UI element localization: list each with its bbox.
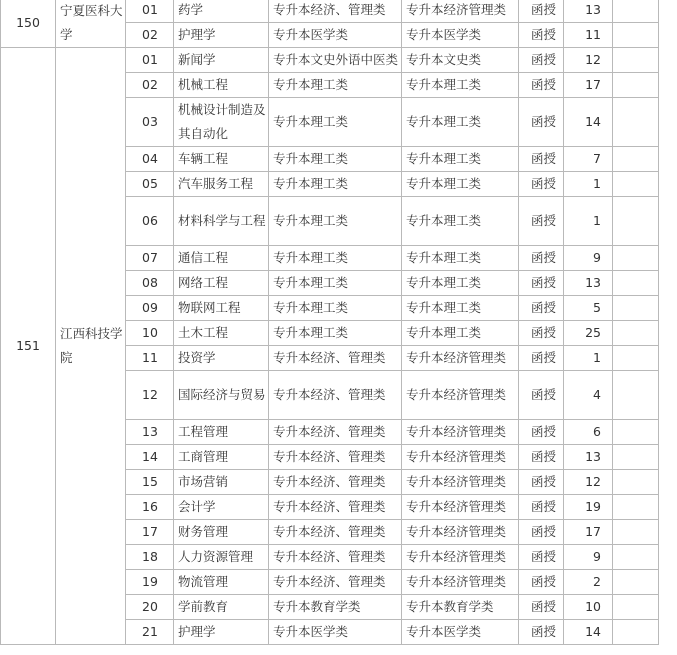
enrollment-count: 17 bbox=[564, 520, 613, 545]
major-code: 12 bbox=[126, 371, 174, 420]
enrollment-count: 9 bbox=[564, 246, 613, 271]
exam-subject-group: 专升本理工类 bbox=[402, 321, 519, 346]
major-code: 18 bbox=[126, 545, 174, 570]
study-mode: 函授 bbox=[519, 296, 564, 321]
exam-subject-group: 专升本经济管理类 bbox=[402, 371, 519, 420]
exam-subject-group: 专升本理工类 bbox=[402, 271, 519, 296]
major-name: 会计学 bbox=[174, 495, 269, 520]
exam-subject-group: 专升本经济管理类 bbox=[402, 470, 519, 495]
blank-cell bbox=[613, 371, 659, 420]
exam-subject-group: 专升本经济管理类 bbox=[402, 346, 519, 371]
major-name: 财务管理 bbox=[174, 520, 269, 545]
major-name: 国际经济与贸易 bbox=[174, 371, 269, 420]
study-mode: 函授 bbox=[519, 197, 564, 246]
major-code: 11 bbox=[126, 346, 174, 371]
blank-cell bbox=[613, 445, 659, 470]
enrollment-count: 14 bbox=[564, 98, 613, 147]
major-name: 机械设计制造及其自动化 bbox=[174, 98, 269, 147]
major-code: 13 bbox=[126, 420, 174, 445]
major-code: 04 bbox=[126, 147, 174, 172]
major-code: 09 bbox=[126, 296, 174, 321]
study-mode: 函授 bbox=[519, 98, 564, 147]
exam-subject-group: 专升本经济管理类 bbox=[402, 570, 519, 595]
blank-cell bbox=[613, 271, 659, 296]
major-code: 14 bbox=[126, 445, 174, 470]
major-code: 02 bbox=[126, 73, 174, 98]
exam-category: 专升本理工类 bbox=[269, 197, 402, 246]
blank-cell bbox=[613, 321, 659, 346]
major-name: 人力资源管理 bbox=[174, 545, 269, 570]
blank-cell bbox=[613, 520, 659, 545]
exam-subject-group: 专升本经济管理类 bbox=[402, 445, 519, 470]
major-name: 车辆工程 bbox=[174, 147, 269, 172]
exam-category: 专升本理工类 bbox=[269, 271, 402, 296]
major-code: 03 bbox=[126, 98, 174, 147]
school-id: 151 bbox=[1, 48, 56, 645]
study-mode: 函授 bbox=[519, 470, 564, 495]
exam-category: 专升本经济、管理类 bbox=[269, 0, 402, 23]
study-mode: 函授 bbox=[519, 371, 564, 420]
major-name: 机械工程 bbox=[174, 73, 269, 98]
major-name: 物联网工程 bbox=[174, 296, 269, 321]
blank-cell bbox=[613, 0, 659, 23]
exam-subject-group: 专升本医学类 bbox=[402, 23, 519, 48]
table-body bbox=[1, 0, 659, 645]
exam-subject-group: 专升本医学类 bbox=[402, 620, 519, 645]
enrollment-count: 1 bbox=[564, 172, 613, 197]
major-name: 新闻学 bbox=[174, 48, 269, 73]
exam-subject-group: 专升本经济管理类 bbox=[402, 420, 519, 445]
enrollment-count: 12 bbox=[564, 48, 613, 73]
exam-subject-group: 专升本经济管理类 bbox=[402, 520, 519, 545]
school-name: 江西科技学院 bbox=[56, 48, 126, 645]
study-mode: 函授 bbox=[519, 271, 564, 296]
major-code: 21 bbox=[126, 620, 174, 645]
enrollment-count: 13 bbox=[564, 0, 613, 23]
study-mode: 函授 bbox=[519, 620, 564, 645]
major-name: 材料科学与工程 bbox=[174, 197, 269, 246]
enrollment-count: 4 bbox=[564, 371, 613, 420]
major-name: 工程管理 bbox=[174, 420, 269, 445]
blank-cell bbox=[613, 495, 659, 520]
enrollment-count: 13 bbox=[564, 445, 613, 470]
enrollment-count: 9 bbox=[564, 545, 613, 570]
exam-category: 专升本经济、管理类 bbox=[269, 470, 402, 495]
exam-subject-group: 专升本理工类 bbox=[402, 172, 519, 197]
exam-category: 专升本理工类 bbox=[269, 321, 402, 346]
school-id: 150 bbox=[1, 0, 56, 48]
enrollment-count: 11 bbox=[564, 23, 613, 48]
major-name: 市场营销 bbox=[174, 470, 269, 495]
exam-subject-group: 专升本理工类 bbox=[402, 296, 519, 321]
exam-subject-group: 专升本理工类 bbox=[402, 147, 519, 172]
blank-cell bbox=[613, 48, 659, 73]
exam-category: 专升本经济、管理类 bbox=[269, 420, 402, 445]
major-code: 15 bbox=[126, 470, 174, 495]
blank-cell bbox=[613, 246, 659, 271]
exam-subject-group: 专升本理工类 bbox=[402, 197, 519, 246]
blank-cell bbox=[613, 147, 659, 172]
exam-category: 专升本医学类 bbox=[269, 23, 402, 48]
major-name: 物流管理 bbox=[174, 570, 269, 595]
major-name: 投资学 bbox=[174, 346, 269, 371]
study-mode: 函授 bbox=[519, 570, 564, 595]
exam-category: 专升本经济、管理类 bbox=[269, 520, 402, 545]
major-name: 汽车服务工程 bbox=[174, 172, 269, 197]
study-mode: 函授 bbox=[519, 445, 564, 470]
enrollment-count: 5 bbox=[564, 296, 613, 321]
major-code: 08 bbox=[126, 271, 174, 296]
exam-category: 专升本经济、管理类 bbox=[269, 495, 402, 520]
study-mode: 函授 bbox=[519, 246, 564, 271]
major-name: 网络工程 bbox=[174, 271, 269, 296]
major-code: 02 bbox=[126, 23, 174, 48]
enrollment-count: 25 bbox=[564, 321, 613, 346]
exam-category: 专升本经济、管理类 bbox=[269, 445, 402, 470]
exam-subject-group: 专升本理工类 bbox=[402, 246, 519, 271]
exam-category: 专升本理工类 bbox=[269, 296, 402, 321]
blank-cell bbox=[613, 545, 659, 570]
exam-category: 专升本经济、管理类 bbox=[269, 545, 402, 570]
exam-subject-group: 专升本教育学类 bbox=[402, 595, 519, 620]
study-mode: 函授 bbox=[519, 172, 564, 197]
enrollment-count: 12 bbox=[564, 470, 613, 495]
study-mode: 函授 bbox=[519, 346, 564, 371]
blank-cell bbox=[613, 23, 659, 48]
major-code: 17 bbox=[126, 520, 174, 545]
exam-category: 专升本文史外语中医类 bbox=[269, 48, 402, 73]
blank-cell bbox=[613, 570, 659, 595]
major-code: 05 bbox=[126, 172, 174, 197]
school-name: 宁夏医科大学 bbox=[56, 0, 126, 48]
enrollment-count: 17 bbox=[564, 73, 613, 98]
major-name: 学前教育 bbox=[174, 595, 269, 620]
study-mode: 函授 bbox=[519, 73, 564, 98]
major-code: 01 bbox=[126, 0, 174, 23]
blank-cell bbox=[613, 98, 659, 147]
enrollment-count: 2 bbox=[564, 570, 613, 595]
table-row bbox=[1, 48, 659, 73]
exam-subject-group: 专升本理工类 bbox=[402, 73, 519, 98]
enrollment-count: 1 bbox=[564, 346, 613, 371]
major-name: 护理学 bbox=[174, 620, 269, 645]
major-code: 16 bbox=[126, 495, 174, 520]
exam-category: 专升本教育学类 bbox=[269, 595, 402, 620]
exam-category: 专升本经济、管理类 bbox=[269, 346, 402, 371]
enrollment-count: 1 bbox=[564, 197, 613, 246]
study-mode: 函授 bbox=[519, 495, 564, 520]
exam-subject-group: 专升本经济管理类 bbox=[402, 495, 519, 520]
blank-cell bbox=[613, 470, 659, 495]
study-mode: 函授 bbox=[519, 595, 564, 620]
major-code: 01 bbox=[126, 48, 174, 73]
exam-category: 专升本经济、管理类 bbox=[269, 371, 402, 420]
enrollment-count: 19 bbox=[564, 495, 613, 520]
study-mode: 函授 bbox=[519, 147, 564, 172]
study-mode: 函授 bbox=[519, 545, 564, 570]
exam-category: 专升本医学类 bbox=[269, 620, 402, 645]
major-code: 06 bbox=[126, 197, 174, 246]
exam-subject-group: 专升本经济管理类 bbox=[402, 0, 519, 23]
exam-category: 专升本理工类 bbox=[269, 147, 402, 172]
study-mode: 函授 bbox=[519, 48, 564, 73]
exam-subject-group: 专升本经济管理类 bbox=[402, 545, 519, 570]
major-name: 药学 bbox=[174, 0, 269, 23]
study-mode: 函授 bbox=[519, 420, 564, 445]
blank-cell bbox=[613, 73, 659, 98]
major-name: 通信工程 bbox=[174, 246, 269, 271]
exam-category: 专升本理工类 bbox=[269, 246, 402, 271]
enrollment-count: 14 bbox=[564, 620, 613, 645]
major-code: 10 bbox=[126, 321, 174, 346]
blank-cell bbox=[613, 172, 659, 197]
major-name: 工商管理 bbox=[174, 445, 269, 470]
blank-cell bbox=[613, 346, 659, 371]
study-mode: 函授 bbox=[519, 23, 564, 48]
major-code: 07 bbox=[126, 246, 174, 271]
exam-category: 专升本理工类 bbox=[269, 172, 402, 197]
blank-cell bbox=[613, 197, 659, 246]
exam-subject-group: 专升本文史类 bbox=[402, 48, 519, 73]
blank-cell bbox=[613, 296, 659, 321]
major-name: 土木工程 bbox=[174, 321, 269, 346]
exam-category: 专升本理工类 bbox=[269, 98, 402, 147]
major-name: 护理学 bbox=[174, 23, 269, 48]
table-row bbox=[1, 0, 659, 23]
exam-category: 专升本理工类 bbox=[269, 73, 402, 98]
major-code: 20 bbox=[126, 595, 174, 620]
enrollment-count: 10 bbox=[564, 595, 613, 620]
enrollment-count: 6 bbox=[564, 420, 613, 445]
exam-subject-group: 专升本理工类 bbox=[402, 98, 519, 147]
blank-cell bbox=[613, 595, 659, 620]
exam-category: 专升本经济、管理类 bbox=[269, 570, 402, 595]
enrollment-count: 7 bbox=[564, 147, 613, 172]
major-code: 19 bbox=[126, 570, 174, 595]
study-mode: 函授 bbox=[519, 0, 564, 23]
study-mode: 函授 bbox=[519, 520, 564, 545]
enrollment-count: 13 bbox=[564, 271, 613, 296]
blank-cell bbox=[613, 620, 659, 645]
blank-cell bbox=[613, 420, 659, 445]
study-mode: 函授 bbox=[519, 321, 564, 346]
